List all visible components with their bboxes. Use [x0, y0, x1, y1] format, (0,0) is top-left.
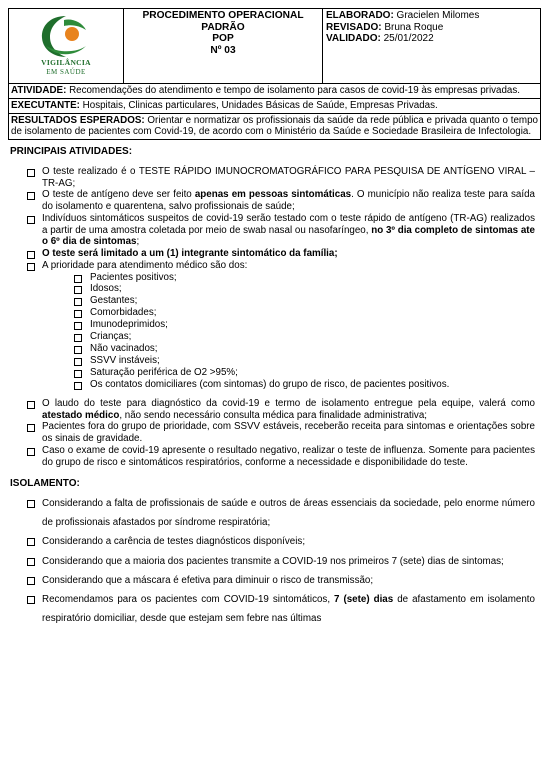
checkbox-icon [27, 263, 35, 271]
checkbox-icon [27, 251, 35, 259]
resultados-label: RESULTADOS ESPERADOS: [11, 114, 145, 126]
checkbox-icon [74, 334, 82, 342]
logo-text-2: EM SAÚDE [46, 67, 86, 76]
item-text: ; [136, 236, 140, 248]
priority-item [74, 367, 535, 379]
item-text: Caso o exame de covid-19 apresente o resultado negativo, realizar o teste de influenza. Somente para pacientes do grupo de risco e sintomáticos respiratórios, conforme a necessidade e disponibilidade do teste. [42, 444, 535, 468]
item-text: Considerando que a máscara é efetiva para diminuir o risco de transmissão; [42, 574, 374, 586]
checkbox-icon [74, 310, 82, 318]
item-text: de afastamento em isolamento respiratório domiciliar, desde que estejam sem febre nas últimas [42, 593, 535, 624]
isolamento-title: ISOLAMENTO: [10, 478, 80, 490]
checkbox-icon [74, 298, 82, 306]
priority-item [74, 307, 535, 319]
priority-item-text: Crianças; [90, 331, 132, 343]
logo-cell [9, 9, 124, 84]
checkbox-icon [27, 500, 35, 508]
doc-title-line2: PADRÃO [201, 21, 245, 33]
priority-item-text: Gestantes; [90, 295, 138, 307]
item-emphasis: atestado médico [42, 409, 120, 421]
list-item [8, 571, 535, 590]
checkbox-icon [27, 577, 35, 585]
executante-row [8, 99, 541, 114]
header-table [8, 8, 541, 84]
checkbox-icon [27, 448, 35, 456]
item-text: O laudo do teste para diagnóstico da covid-19 e termo de isolamento entregue pela equipe, valerá como [42, 397, 535, 409]
item-text: Considerando a falta de profissionais de saúde e outros de áreas essenciais da sociedade, pelo enorme número de profissionais afastados por síndrome respiratória; [42, 498, 535, 529]
atividade-row [8, 84, 541, 99]
list-item [8, 189, 535, 213]
executante-label: EXECUTANTE: [11, 99, 80, 111]
priority-item [74, 272, 535, 284]
atividade-text: Recomendações do atendimento e tempo de isolamento para casos de covid-19 às empresas privadas. [66, 85, 520, 96]
elaborado-value: Gracielen Milomes [393, 10, 480, 21]
atividade-label: ATIVIDADE: [11, 85, 67, 96]
priority-item-text: Saturação periférica de O2 >95%; [90, 367, 238, 379]
checkbox-icon [74, 275, 82, 283]
checkbox-icon [27, 192, 35, 200]
list-item [8, 532, 535, 551]
logo-text-1: VIGILÂNCIA [41, 58, 91, 67]
list-item [8, 260, 535, 391]
list-item [8, 552, 535, 571]
item-text: Considerando que a maioria dos pacientes transmite a COVID-19 nos primeiros 7 (sete) dias de sintomas; [42, 555, 504, 567]
priority-item [74, 295, 535, 307]
list-item [8, 590, 535, 628]
checkbox-icon [27, 169, 35, 177]
revisado-label: REVISADO: [326, 21, 382, 33]
isolamento-list [8, 494, 541, 628]
principais-list [8, 166, 541, 391]
item-emphasis: no 3º dia completo de sintomas ate o 6º dia de sintomas [42, 224, 535, 248]
list-item [8, 445, 535, 469]
priority-list [42, 272, 535, 391]
item-emphasis: 7 (sete) dias [334, 593, 394, 605]
doc-number: Nº 03 [210, 45, 236, 57]
priority-item [74, 331, 535, 343]
priority-item [74, 355, 535, 367]
checkbox-icon [27, 538, 35, 546]
list-item [8, 213, 535, 248]
validado-label: VALIDADO: [326, 33, 381, 44]
title-cell [124, 9, 323, 84]
checkbox-icon [27, 558, 35, 566]
principais-title: PRINCIPAIS ATIVIDADES: [10, 146, 133, 157]
checkbox-icon [74, 322, 82, 330]
document-page [8, 8, 541, 628]
list-item [8, 421, 535, 445]
item-text: O teste de antígeno deve ser feito [42, 189, 195, 201]
list-item [8, 248, 535, 260]
checkbox-icon [74, 286, 82, 294]
elaborado-label: ELABORADO: [326, 10, 394, 21]
item-text: Pacientes fora do grupo de prioridade, com SSVV estáveis, receberão receita para sintomas e orientações sobre os sinais de gravidade. [42, 421, 535, 445]
revisado-line [326, 22, 537, 34]
priority-item [74, 283, 535, 295]
list-item [8, 494, 535, 532]
checkbox-icon [74, 358, 82, 366]
priority-item-text: Não vacinados; [90, 343, 158, 355]
item-text: Considerando a carência de testes diagnósticos disponíveis; [42, 536, 306, 548]
principais-list-2 [8, 398, 541, 469]
resultados-text: Orientar e normatizar os profissionais da saúde da rede pública e privada quanto o tempo de isolamento de pacientes com Covid-19, de acordo com o Ministério da Saúde e Sociedade Brasileira de Infectologia. [11, 114, 538, 138]
checkbox-icon [27, 596, 35, 604]
priority-item-text: Comorbidades; [90, 307, 157, 319]
doc-title-line3: POP [212, 33, 234, 45]
priority-item-text: Pacientes positivos; [90, 271, 177, 283]
priority-item [74, 379, 535, 391]
resultados-row [8, 114, 541, 141]
executante-text: Hospitais, Clinicas particulares, Unidades Básicas de Saúde, Empresas Privadas. [79, 99, 438, 111]
priority-item [74, 319, 535, 331]
item-text: . O município não realiza teste para saída do isolamento e quarentena, salvo profissionais de saúde; [42, 189, 535, 213]
item-text: Indivíduos sintomáticos suspeitos de covid-19 serão testado com o teste rápido de antígeno (TR-AG) realizados a partir de uma amostra coletada por meio de swab nasal ou nasofaríngeo, [42, 212, 535, 236]
priority-item-text: SSVV instáveis; [90, 355, 160, 367]
priority-item [74, 343, 535, 355]
item-text: Recomendamos para os pacientes com COVID-19 sintomáticos, [42, 593, 335, 605]
vigilancia-logo-icon [36, 12, 96, 60]
item-text: O teste realizado é o TESTE RÁPIDO IMUNOCROMATOGRÁFICO PARA PESQUISA DE ANTÍGENO VIRAL – TR-AG; [42, 165, 535, 189]
list-item [8, 166, 535, 190]
checkbox-icon [27, 424, 35, 432]
elaborado-line [326, 10, 537, 22]
checkbox-icon [74, 346, 82, 354]
item-emphasis: O teste será limitado a um (1) integrante sintomático da família; [42, 248, 338, 260]
validado-value: 25/01/2022 [380, 33, 434, 44]
item-emphasis: apenas em pessoas sintomáticas [194, 189, 352, 201]
list-item [8, 398, 535, 422]
item-text: , não sendo necessário consulta médica para finalidade administrativa; [119, 409, 428, 421]
checkbox-icon [74, 382, 82, 390]
priority-item-text: Os contatos domiciliares (com sintomas) do grupo de risco, de pacientes positivos. [90, 378, 450, 390]
checkbox-icon [74, 370, 82, 378]
doc-title-line1: PROCEDIMENTO OPERACIONAL [142, 10, 304, 21]
priority-item-text: Idosos; [90, 283, 122, 295]
revisado-value: Bruna Roque [381, 21, 444, 33]
meta-cell [323, 9, 541, 84]
checkbox-icon [27, 401, 35, 409]
checkbox-icon [27, 216, 35, 224]
validado-line [326, 33, 537, 45]
priority-item-text: Imunodeprimidos; [90, 319, 168, 331]
item-text: A prioridade para atendimento médico são dos: [42, 259, 248, 271]
